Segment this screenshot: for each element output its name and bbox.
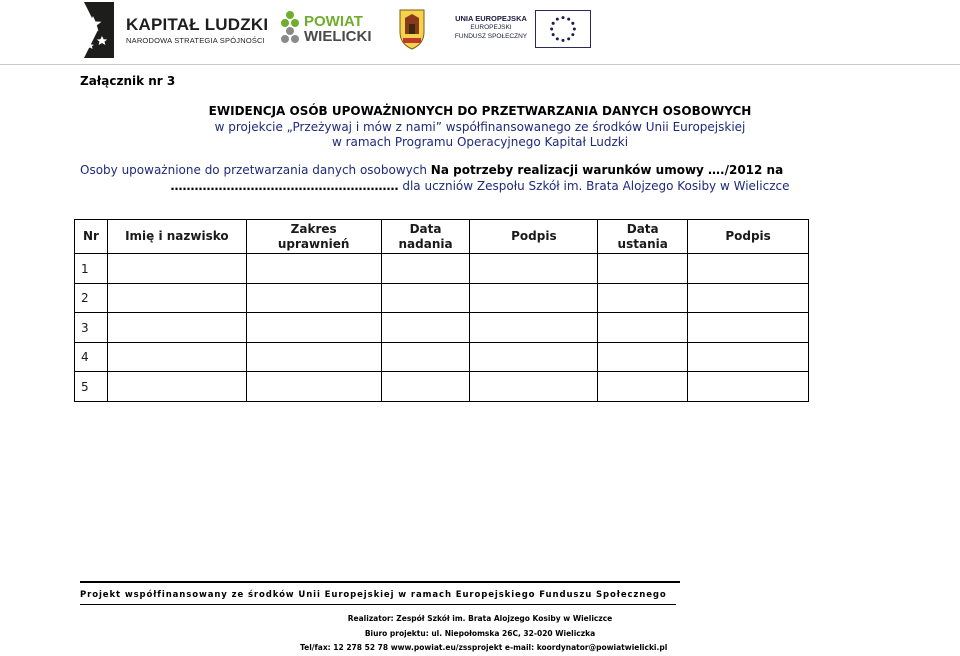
kapital-ludzki-title: KAPITAŁ LUDZKI [126, 15, 269, 34]
intro-text-2: dla uczniów Zespołu Szkół im. Brata Alojzego Kosiby w Wieliczce [398, 178, 790, 193]
cell-name[interactable] [107, 313, 246, 343]
authorized-persons-table [74, 219, 809, 402]
cell-scope[interactable] [246, 372, 381, 402]
cell-name[interactable] [107, 283, 246, 313]
wielicki-line: WIELICKI [304, 28, 372, 45]
ue-line-1: UNIA EUROPEJSKA [455, 14, 527, 23]
cell-signature-1[interactable] [470, 283, 598, 313]
row-number: 4 [75, 342, 108, 372]
footer-office: Biuro projektu: ul. Niepołomska 26C, 32-020 Wieliczka [364, 628, 596, 638]
table-row [75, 313, 809, 343]
cell-scope[interactable] [246, 342, 381, 372]
table-header-row [75, 220, 809, 254]
footer-realizer: Realizator: Zespół Szkół im. Brata Alojzego Kosiby w Wieliczce [347, 614, 613, 623]
cell-date-given[interactable] [381, 254, 470, 284]
ue-line-2: EUROPEJSKI [470, 24, 512, 31]
header-divider [0, 64, 960, 65]
cell-name[interactable] [107, 372, 246, 402]
table-row [75, 372, 809, 402]
col-header-date-given: Data nadania [381, 220, 470, 254]
cell-signature-2[interactable] [688, 254, 809, 284]
table-row [75, 283, 809, 313]
col-header-date-end: Data ustania [598, 220, 688, 254]
cell-scope[interactable] [246, 254, 381, 284]
cell-date-end[interactable] [598, 342, 688, 372]
intro-dots: ………………………………………………… [170, 178, 399, 193]
intro-text: Osoby upoważnione do przetwarzania danych osobowych [80, 163, 431, 177]
cell-signature-1[interactable] [470, 313, 598, 343]
cell-date-end[interactable] [598, 372, 688, 402]
school-crest-icon [397, 8, 427, 50]
ue-line-3: FUNDUSZ SPOŁECZNY [454, 33, 528, 40]
col-header-nr: Nr [75, 220, 108, 254]
logo-unia-europejska [452, 10, 592, 50]
footer-contact: Tel/fax: 12 278 52 78 www.powiat.eu/zssprojekt e-mail: koordynator@powiatwielicki.pl [300, 643, 668, 652]
cell-date-end[interactable] [598, 313, 688, 343]
cell-date-end[interactable] [598, 283, 688, 313]
annex-label: Załącznik nr 3 [80, 74, 176, 88]
col-header-name: Imię i nazwisko [107, 220, 246, 254]
footer-cofinanced: Projekt współfinansowany ze środków Unii Europejskiej w ramach Europejskiego Funduszu Społecznego [80, 590, 667, 600]
intro-bold-text: Na potrzeby realizacji warunków umowy …./2012 na [430, 163, 784, 177]
cell-date-given[interactable] [381, 283, 470, 313]
table-row [75, 342, 809, 372]
row-number: 5 [75, 372, 108, 402]
document-title: EWIDENCJA OSÓB UPOWAŻNIONYCH DO PRZETWARZANIA DANYCH OSOBOWYCH [208, 104, 752, 118]
cell-date-end[interactable] [598, 254, 688, 284]
row-number: 1 [75, 254, 108, 284]
eu-flag-stars-icon [535, 10, 591, 48]
cell-name[interactable] [107, 342, 246, 372]
col-header-signature-2: Podpis [688, 220, 809, 254]
cell-name[interactable] [107, 254, 246, 284]
project-line: w projekcie „Przeżywaj i mów z nami” współfinansowanego ze środków Unii Europejskiej [214, 119, 746, 134]
footer-divider-bottom [80, 604, 676, 605]
cell-signature-2[interactable] [688, 313, 809, 343]
col-header-scope: Zakres uprawnień [246, 220, 381, 254]
powiat-line: POWIAT [304, 13, 363, 30]
kapital-ludzki-subtitle: NARODOWA STRATEGIA SPÓJNOŚCI [126, 36, 265, 45]
cell-date-given[interactable] [381, 313, 470, 343]
cell-signature-1[interactable] [470, 254, 598, 284]
kapital-ludzki-mark-icon [80, 2, 116, 58]
intro-paragraph [80, 163, 880, 194]
cell-date-given[interactable] [381, 372, 470, 402]
logo-powiat-wielicki [280, 8, 380, 50]
footer-contact-block [300, 612, 668, 656]
cell-signature-2[interactable] [688, 342, 809, 372]
cell-signature-1[interactable] [470, 342, 598, 372]
powiat-wielicki-mark-icon [280, 10, 300, 46]
row-number: 3 [75, 313, 108, 343]
header-logos [0, 0, 960, 62]
cell-signature-1[interactable] [470, 372, 598, 402]
col-header-signature-1: Podpis [470, 220, 598, 254]
logo-kapital-ludzki [80, 2, 270, 58]
cell-scope[interactable] [246, 313, 381, 343]
cell-date-given[interactable] [381, 342, 470, 372]
program-line: w ramach Programu Operacyjnego Kapitał Ludzki [331, 135, 629, 149]
row-number: 2 [75, 283, 108, 313]
cell-scope[interactable] [246, 283, 381, 313]
cell-signature-2[interactable] [688, 283, 809, 313]
footer-divider-top [80, 581, 680, 583]
cell-signature-2[interactable] [688, 372, 809, 402]
table-row [75, 254, 809, 284]
document-title-block [80, 104, 880, 151]
